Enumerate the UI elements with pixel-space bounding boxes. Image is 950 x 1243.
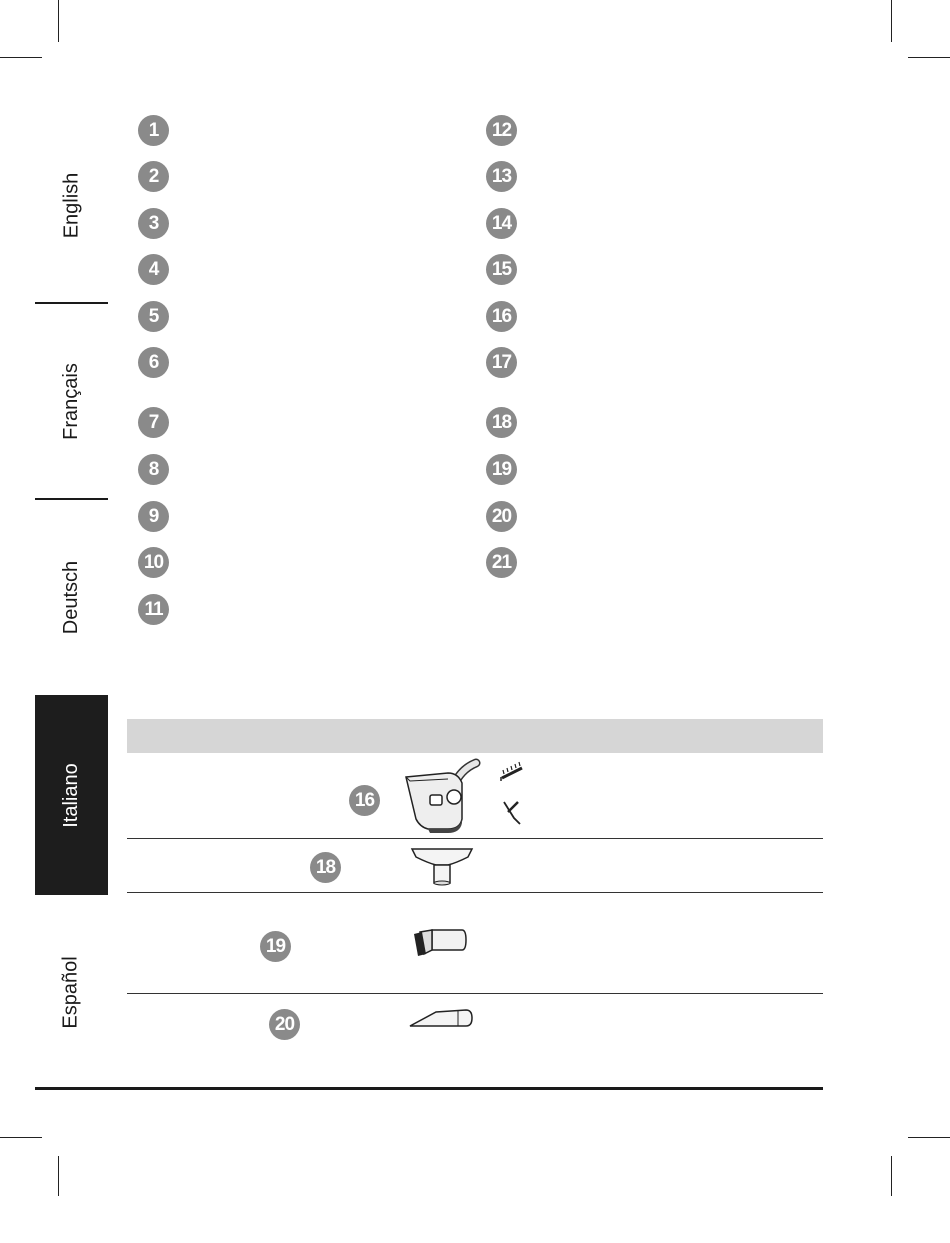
part-number-badge: 10 bbox=[138, 547, 169, 578]
accessory-number-badge: 20 bbox=[269, 1009, 300, 1040]
part-number-badge: 13 bbox=[486, 161, 517, 192]
part-number-badge: 16 bbox=[486, 301, 517, 332]
part-number-badge: 7 bbox=[138, 407, 169, 438]
part-number-badge: 12 bbox=[486, 115, 517, 146]
accessory-number-badge: 18 bbox=[310, 852, 341, 883]
tab-italiano-label: Italiano bbox=[60, 762, 82, 828]
crevice-tool-illustration bbox=[408, 1006, 474, 1032]
part-number-badge: 2 bbox=[138, 161, 169, 192]
accessory-number-badge: 16 bbox=[349, 785, 380, 816]
bottom-rule bbox=[35, 1087, 823, 1090]
part-number-badge: 19 bbox=[486, 454, 517, 485]
part-number-badge: 6 bbox=[138, 347, 169, 378]
table-header bbox=[127, 719, 823, 753]
part-number-badge: 1 bbox=[138, 115, 169, 146]
crop-mark bbox=[58, 0, 59, 42]
part-number-badge: 18 bbox=[486, 407, 517, 438]
tab-deutsch-label: Deutsch bbox=[60, 560, 82, 634]
dusting-brush-illustration bbox=[412, 924, 468, 960]
upholstery-tool-illustration bbox=[408, 845, 476, 887]
part-number-badge: 21 bbox=[486, 547, 517, 578]
crop-mark bbox=[891, 0, 892, 42]
part-number-badge: 8 bbox=[138, 454, 169, 485]
accessory-number-badge: 19 bbox=[260, 931, 291, 962]
part-number-badge: 20 bbox=[486, 501, 517, 532]
floor-brush-illustration bbox=[398, 757, 484, 835]
part-number-badge: 11 bbox=[138, 594, 169, 625]
part-number-badge: 3 bbox=[138, 208, 169, 239]
tab-divider bbox=[35, 302, 108, 304]
tab-deutsch[interactable] bbox=[35, 502, 108, 692]
table-row-divider bbox=[127, 892, 823, 893]
bristle-strip-icon bbox=[498, 760, 526, 782]
hard-floor-blade-icon bbox=[500, 798, 528, 826]
part-number-badge: 9 bbox=[138, 501, 169, 532]
part-number-badge: 5 bbox=[138, 301, 169, 332]
crop-mark bbox=[58, 1156, 59, 1196]
crop-mark bbox=[0, 57, 42, 58]
tab-english-label: English bbox=[59, 172, 82, 238]
crop-mark bbox=[908, 1137, 950, 1138]
tab-espanol[interactable] bbox=[35, 897, 108, 1087]
crop-mark bbox=[908, 57, 950, 58]
part-number-badge: 14 bbox=[486, 208, 517, 239]
crop-mark bbox=[891, 1156, 892, 1196]
tab-english[interactable] bbox=[35, 110, 108, 300]
table-row-divider bbox=[127, 838, 823, 839]
table-row-divider bbox=[127, 993, 823, 994]
part-number-badge: 17 bbox=[486, 347, 517, 378]
part-number-badge: 15 bbox=[486, 254, 517, 285]
tab-divider bbox=[35, 498, 108, 500]
tab-espanol-label: Español bbox=[60, 955, 82, 1029]
crop-mark bbox=[0, 1137, 42, 1138]
tab-francais-label: Français bbox=[60, 362, 83, 440]
tab-italiano[interactable] bbox=[35, 695, 108, 895]
part-number-badge: 4 bbox=[138, 254, 169, 285]
tab-francais[interactable] bbox=[35, 306, 108, 496]
